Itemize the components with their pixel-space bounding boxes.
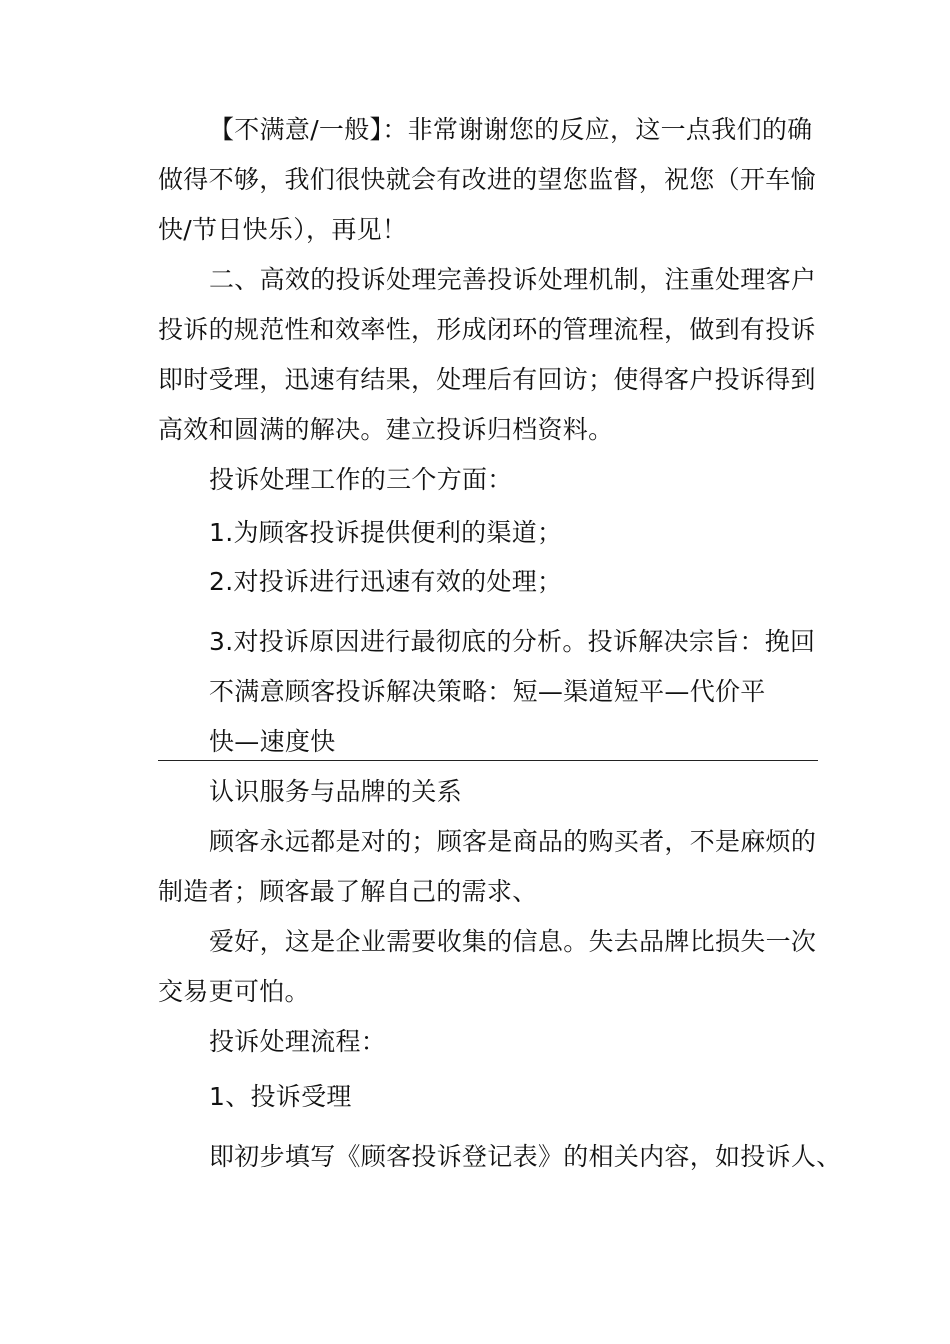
text-line: 不满意顾客投诉解决策略：短—渠道短平—代价平 <box>209 677 766 706</box>
text-line: 【不满意/一般】：非常谢谢您的反应，这一点我们的确 <box>209 115 813 144</box>
text-line: 即初步填写《顾客投诉登记表》的相关内容，如投诉人、 <box>209 1142 842 1171</box>
text-line: 投诉的规范性和效率性，形成闭环的管理流程，做到有投诉 <box>158 315 816 344</box>
list-item: 3.对投诉原因进行最彻底的分析。投诉解决宗旨：挽回 <box>209 627 816 656</box>
text-line: 即时受理，迅速有结果，处理后有回访；使得客户投诉得到 <box>158 365 816 394</box>
text-line: 快—速度快 <box>209 727 336 756</box>
text-line: 交易更可怕。 <box>158 977 310 1006</box>
text-line: 制造者；顾客最了解自己的需求、 <box>158 877 538 906</box>
horizontal-divider <box>158 760 818 761</box>
text-line: 投诉处理流程： <box>209 1027 387 1056</box>
text-line: 投诉处理工作的三个方面： <box>209 465 513 494</box>
text-line: 1、投诉受理 <box>209 1082 352 1111</box>
list-item: 1.为顾客投诉提供便利的渠道； <box>209 518 563 547</box>
text-line: 做得不够，我们很快就会有改进的望您监督，祝您（开车愉 <box>158 165 816 194</box>
text-line: 二、高效的投诉处理完善投诉处理机制，注重处理客户 <box>209 265 817 294</box>
list-item: 2.对投诉进行迅速有效的处理； <box>209 567 563 596</box>
text-line: 认识服务与品牌的关系 <box>209 777 463 806</box>
text-line: 爱好，这是企业需要收集的信息。失去品牌比损失一次 <box>209 927 817 956</box>
text-line: 快/节日快乐），再见！ <box>158 215 408 244</box>
text-line: 高效和圆满的解决。建立投诉归档资料。 <box>158 415 614 444</box>
text-line: 顾客永远都是对的；顾客是商品的购买者，不是麻烦的 <box>209 827 817 856</box>
